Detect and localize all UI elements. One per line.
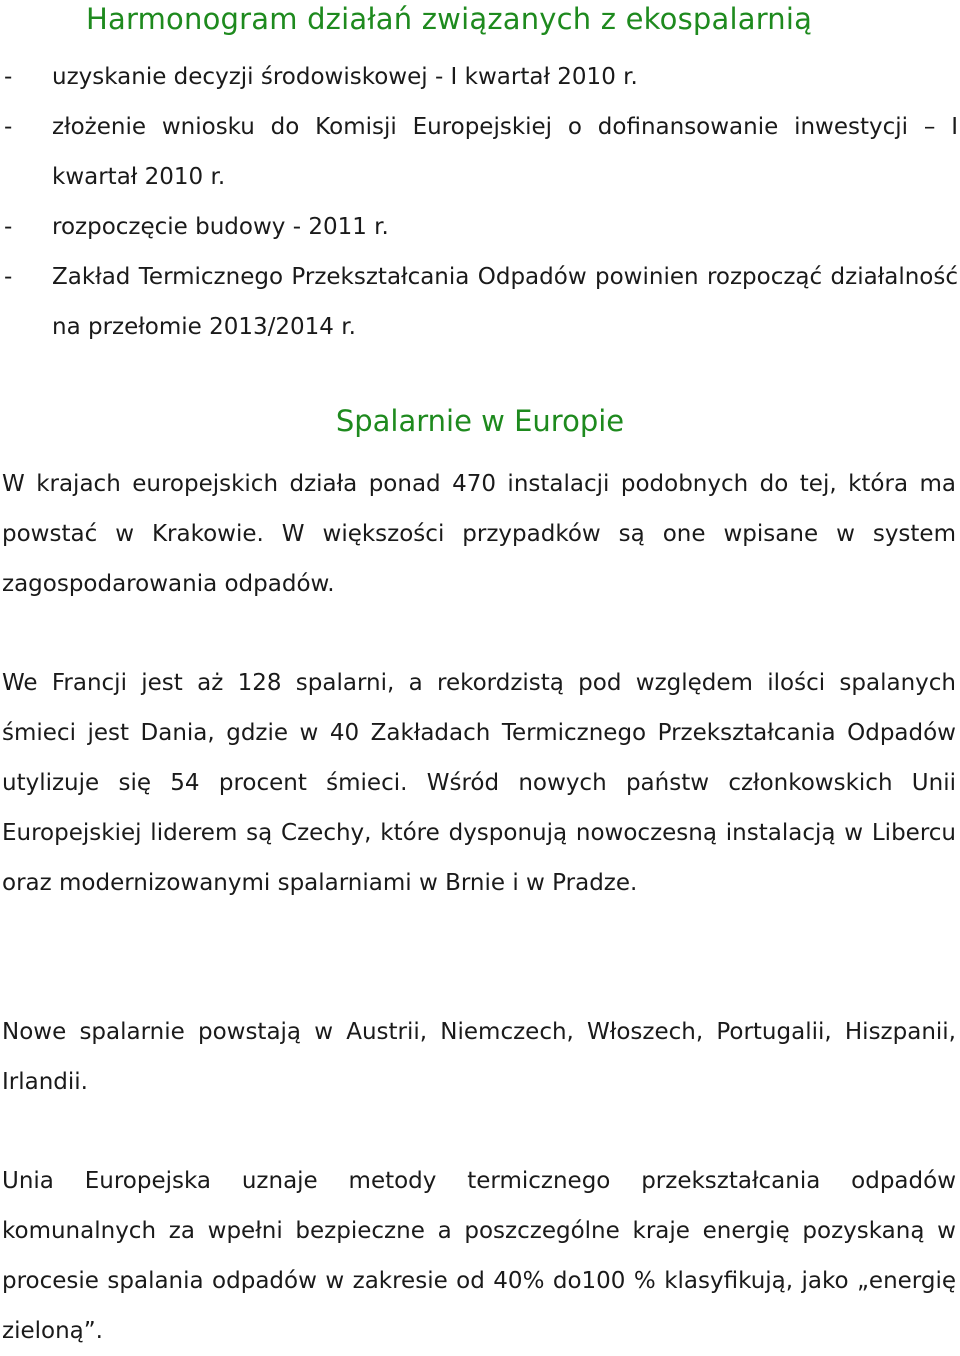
europe-heading: Spalarnie w Europie <box>335 404 625 438</box>
list-bullet-dash: - <box>4 214 13 240</box>
paragraph-green-energy: Unia Europejska uznaje metody termicznego przekształcania odpadów komunalnych za wpełni bezpieczne a poszczególne kraje energię pozyskaną w procesie spalania odpadów w zakresie od 40% do100 % klasyfikują, jako „energię zieloną”. <box>2 1168 956 1344</box>
paragraph-new-plants: Nowe spalarnie powstają w Austrii, Niemczech, Włoszech, Portugalii, Hiszpanii, Irlandii. <box>2 1019 956 1095</box>
list-item <box>0 52 960 102</box>
list-item-text: Zakład Termicznego Przekształcania Odpadów powinien rozpocząć działalność na przełomie 2013/2014 r. <box>52 264 958 340</box>
list-item-text: rozpoczęcie budowy - 2011 r. <box>52 214 389 240</box>
list-bullet-dash: - <box>4 64 13 90</box>
paragraph-installations: W krajach europejskich działa ponad 470 instalacji podobnych do tej, która ma powstać w Krakowie. W większości przypadków są one wpisane w system zagospodarowania odpadów. <box>2 471 956 597</box>
list-bullet-dash: - <box>4 114 13 140</box>
list-item-text: uzyskanie decyzji środowiskowej - I kwartał 2010 r. <box>52 64 638 90</box>
list-bullet-dash: - <box>4 264 13 290</box>
schedule-list <box>0 52 960 352</box>
schedule-heading: Harmonogram działań związanych z ekospalarnią <box>86 2 813 36</box>
list-item-text: złożenie wniosku do Komisji Europejskiej o dofinansowanie inwestycji – I kwartał 2010 r. <box>52 114 958 190</box>
paragraph-france-denmark: We Francji jest aż 128 spalarni, a rekordzistą pod względem ilości spalanych śmieci jest Dania, gdzie w 40 Zakładach Termicznego Przekształcania Odpadów utylizuje się 54 procent śmieci. Wśród nowych państw członkowskich Unii Europejskiej liderem są Czechy, które dysponują nowoczesną instalacją w Libercu oraz modernizowanymi spalarniami w Brnie i w Pradze. <box>2 670 956 896</box>
list-item <box>0 202 960 252</box>
list-item <box>0 102 960 202</box>
list-item <box>0 252 960 352</box>
